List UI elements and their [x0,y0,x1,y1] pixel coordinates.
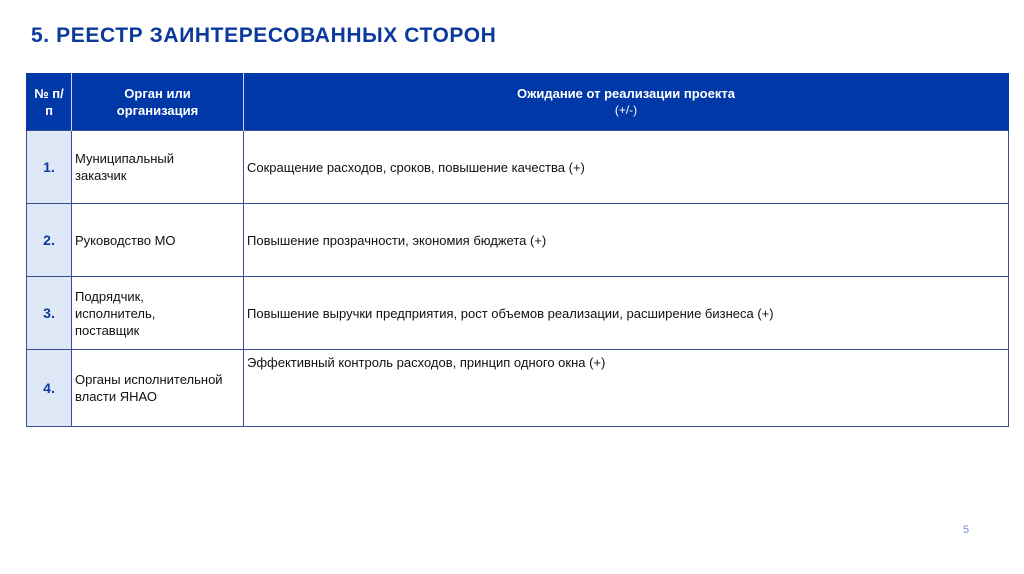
header-organization [72,73,244,131]
header-number [27,73,72,131]
row-expectation: Повышение выручки предприятия, рост объемов реализации, расширение бизнеса (+) [244,277,1009,350]
row-number: 3. [27,277,72,350]
row-organization: Подрядчик, исполнитель, поставщик [72,277,244,350]
header-organization-label: Орган или организация [116,85,199,118]
row-organization: Органы исполнительной власти ЯНАО [72,350,244,427]
row-organization: Руководство МО [72,204,244,277]
row-expectation: Сокращение расходов, сроков, повышение качества (+) [244,131,1009,204]
row-number: 2. [27,204,72,277]
row-expectation: Эффективный контроль расходов, принцип одного окна (+) [244,350,1009,427]
header-expectation-label: Ожидание от реализации проекта [517,85,735,101]
table-row [27,131,1009,204]
table-row [27,350,1009,427]
header-expectation [244,73,1009,131]
slide-title: 5. РЕЕСТР ЗАИНТЕРЕСОВАННЫХ СТОРОН [31,24,497,47]
table-header-row [27,73,1009,131]
header-number-label: № п/п [34,85,64,118]
row-organization: Муниципальный заказчик [72,131,244,204]
row-number: 1. [27,131,72,204]
row-expectation: Повышение прозрачности, экономия бюджета (+) [244,204,1009,277]
stakeholder-registry-table [26,73,1009,427]
table-row [27,277,1009,350]
header-expectation-sub: (+/-) [614,102,638,117]
page-number: 5 [963,524,970,536]
row-number: 4. [27,350,72,427]
table-row [27,204,1009,277]
